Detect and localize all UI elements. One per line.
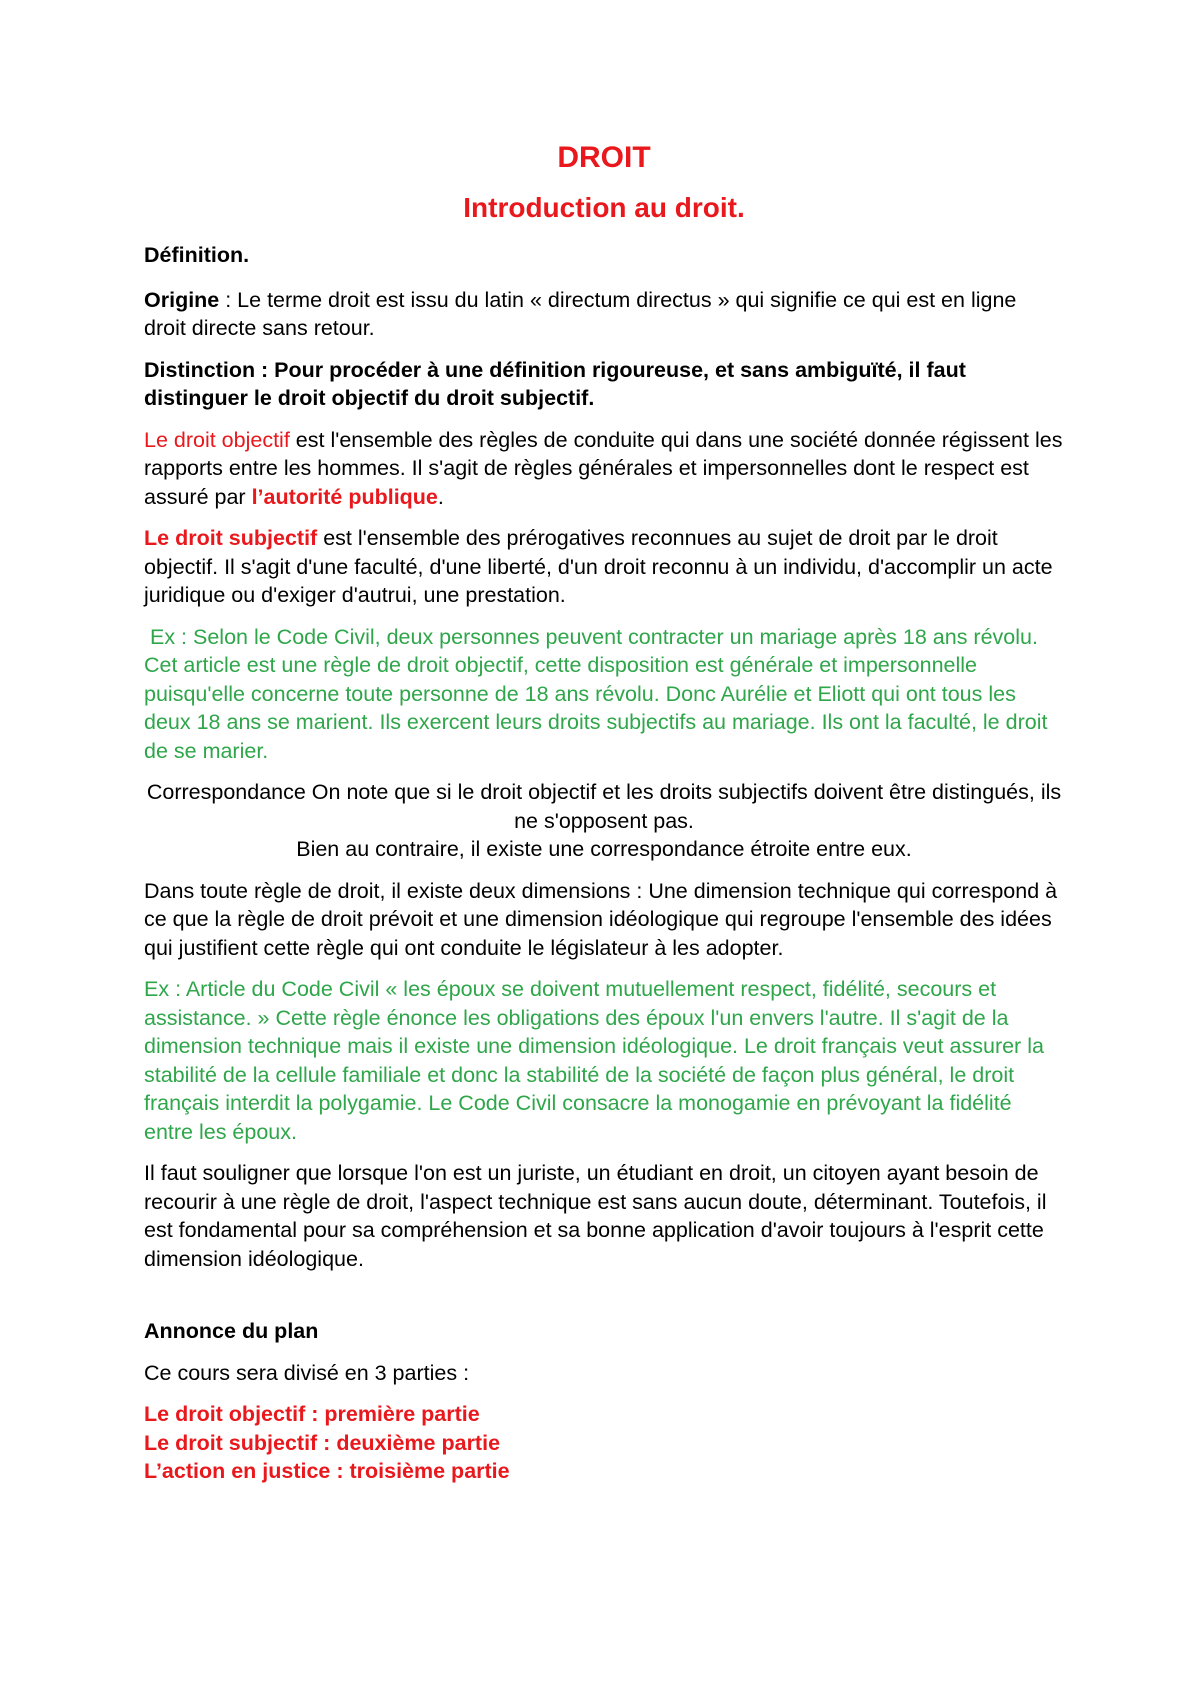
distinction-paragraph: Distinction : Pour procéder à une définition rigoureuse, et sans ambiguïté, il faut distinguer le droit objectif du droit subjectif. xyxy=(144,357,966,410)
plan-part-1: Le droit objectif : première partie xyxy=(144,1402,480,1426)
plan-part-3: L’action en justice : troisième partie xyxy=(144,1459,510,1483)
origine-paragraph xyxy=(144,286,1064,343)
correspondance-line2: Bien au contraire, il existe une correspondance étroite entre eux. xyxy=(296,837,912,861)
dimensions-paragraph: Dans toute règle de droit, il existe deux dimensions : Une dimension technique qui correspond à ce que la règle de droit prévoit et une dimension idéologique qui regroupe l'ensemble des idées qui justifient cette règle qui ont conduite le législateur à les adopter. xyxy=(144,878,1058,960)
droit-objectif-paragraph xyxy=(144,426,1064,512)
autorite-publique-emphasis: l’autorité publique xyxy=(251,484,438,509)
droit-subjectif-term: Le droit subjectif xyxy=(144,526,318,550)
souligner-paragraph: Il faut souligner que lorsque l'on est un juriste, un étudiant en droit, un citoyen ayant besoin de recourir à une règle de droit, l'aspect technique est sans aucun doute, déterminant. Toutefois, il est fondamental pour sa compréhension et sa bonne application d'avoir toujours à l'esprit cette dimension idéologique. xyxy=(144,1161,1047,1271)
plan-heading: Annonce du plan xyxy=(144,1319,319,1343)
example-article-paragraph: Ex : Article du Code Civil « les époux se doivent mutuellement respect, fidélité, secours et assistance. » Cette règle énonce les obligations des époux l'un envers l'autre. Il s'agit de la dimension technique mais il existe une dimension idéologique. Le droit français veut assurer la stabilité de la cellule familiale et donc la stabilité de la société de façon plus général, le droit français interdit la polygamie. Le Code Civil consacre la monogamie en prévoyant la fidélité entre les époux. xyxy=(144,977,1044,1144)
droit-objectif-text: est l'ensemble des règles de conduite qui dans une société donnée régissent les rapports entre les hommes. Il s'agit de règles générales et impersonnelles dont le respect est assuré par xyxy=(144,427,1063,509)
origine-label: Origine xyxy=(144,287,220,312)
droit-objectif-end: . xyxy=(437,484,444,509)
droit-objectif-term: Le droit objectif xyxy=(144,427,290,452)
document-title: DROIT xyxy=(557,141,651,174)
example-mariage-paragraph: Ex : Selon le Code Civil, deux personnes peuvent contracter un mariage après 18 ans révolu. Cet article est une règle de droit objectif, cette disposition est générale et impersonnelle puisqu'elle concerne toute personne de 18 ans révolu. Donc Aurélie et Eliott qui ont tous les deux 18 ans se marient. Ils exercent leurs droits subjectifs au mariage. Ils ont la faculté, le droit de se marier. xyxy=(144,624,1054,763)
droit-subjectif-paragraph xyxy=(144,524,1064,610)
plan-part-2: Le droit subjectif : deuxième partie xyxy=(144,1430,501,1455)
definition-heading: Définition. xyxy=(144,243,250,267)
plan-intro: Ce cours sera divisé en 3 parties : xyxy=(144,1360,470,1385)
droit-subjectif-text: est l'ensemble des prérogatives reconnues au sujet de droit par le droit objectif. Il s'agit d'une faculté, d'une liberté, d'un droit reconnu à un individu, d'accomplir un acte juridique ou d'exiger d'autrui, une prestation. xyxy=(144,526,1053,607)
plan-parts-list xyxy=(144,1400,1064,1486)
correspondance-paragraph xyxy=(144,778,1064,864)
document-page xyxy=(144,140,1064,1486)
correspondance-line1: Correspondance On note que si le droit objectif et les droits subjectifs doivent être distingués, ils ne s'opposent pas. xyxy=(146,780,1062,833)
origine-text: : Le terme droit est issu du latin « directum directus » qui signifie ce qui est en ligne droit directe sans retour. xyxy=(144,287,1017,340)
document-subtitle: Introduction au droit. xyxy=(463,192,745,223)
